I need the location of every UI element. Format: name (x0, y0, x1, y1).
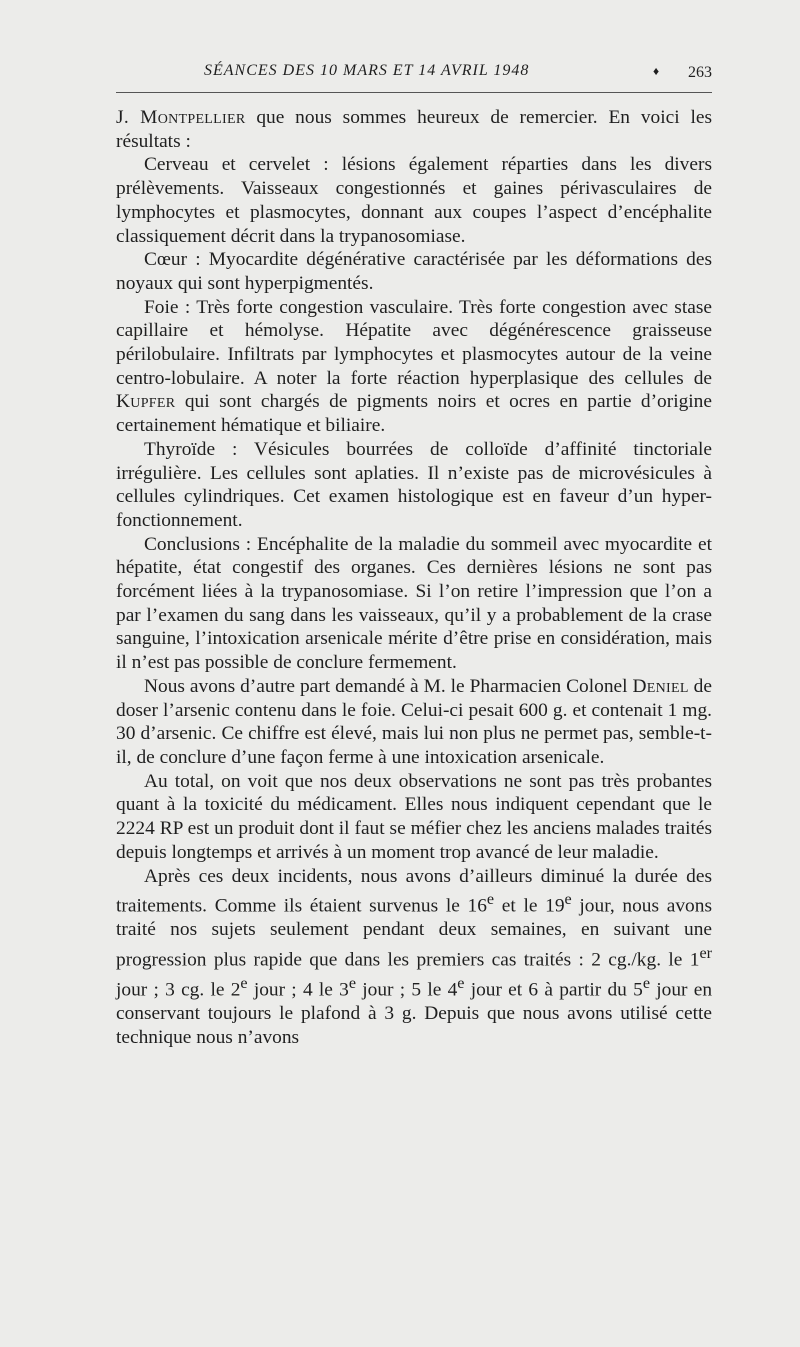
running-title: SÉANCES DES 10 MARS ET 14 AVRIL 1948 (204, 62, 530, 79)
author-name: Kupfer (116, 391, 176, 413)
paragraph-cerveau: Cerveau et cervelet : lésions également réparties dans les divers prélèvements. Vaisseaux congestionnés et gaines périvasculaires de lymphocytes et plasmocytes, donnant aux coupes l’aspect d’encéphalite classiquement décrit dans la trypanosomiase. (116, 154, 712, 247)
diamond-icon: ♦ (653, 64, 660, 78)
paragraph-thyroide: Thyroïde : Vésicules bourrées de colloïde d’affinité tinctoriale irrégulière. Les cellules sont aplaties. Il n’existe pas de microvésicules à cellules cylindriques. Cet examen histologique est en faveur d’un hyper-fonctionnement. (116, 438, 712, 531)
author-name: Deniel (632, 675, 689, 697)
header-rule (116, 92, 712, 93)
paragraph-total: Au total, on voit que nos deux observations ne sont pas très probantes quant à la toxicité du médicament. Elles nous indiquent cependant que le 2224 RP est un produit dont il faut se méfier chez les anciens malades traités depuis longtemps et arrivés à un moment trop avancé de leur maladie. (116, 770, 712, 863)
paragraph-continuation: J. Montpellier que nous sommes heureux de remercier. En voici les résultats : (116, 107, 713, 152)
page-number: 263 (688, 64, 712, 81)
page-header (116, 58, 712, 92)
author-name: J. Montpellier (116, 107, 246, 128)
paragraph-conclusions: Conclusions : Encéphalite de la maladie du sommeil avec myocardite et hépatite, état congestif des organes. Ces dernières lésions ne sont pas forcément liées à la trypanosomiase. Si l’on retire l’impression que l’on a par l’examen du sang dans les vaisseaux, qu’il y a probablement de la crase sanguine, l’intoxication arsenicale mérite d’être prise en considération, mais il n’est pas possible de conclure fermement. (116, 533, 712, 674)
paragraph-arsenic: Nous avons d’autre part demandé à M. le Pharmacien Colonel Deniel de doser l’arsenic contenu dans le foie. Celui-ci pesait 600 g. et contenait 1 mg. 30 d’arsenic. Ce chiffre est élevé, mais lui non plus ne permet pas, semble-t-il, de conclure d’une façon ferme à une intoxication arsenicale. (116, 675, 712, 768)
paragraph-foie: Foie : Très forte congestion vasculaire. Très forte congestion avec stase capillaire et hémolyse. Hépatite avec dégénérescence graisseuse périlobulaire. Infiltrats par lymphocytes et plasmocytes autour de la veine centro-lobulaire. A noter la forte réaction hyperplasique des cellules de Kupfer qui sont chargés de pigments noirs et ocres en partie d’origine certainement hématique et biliaire. (116, 296, 712, 437)
body-text (116, 106, 712, 1050)
paragraph-traitement: Après ces deux incidents, nous avons d’ailleurs diminué la durée des traitements. Comme ils étaient survenus le 16e et le 19e jour, nous avons traité nos sujets seulement pendant deux semaines, en suivant une progression plus rapide que dans les premiers cas traités : 2 cg./kg. le 1er jour ; 3 cg. le 2e jour ; 4 le 3e jour ; 5 le 4e jour et 6 à partir du 5e jour en conservant toujours le plafond à 3 g. Depuis que nous avons utilisé cette technique nous n’avons (116, 865, 713, 1049)
paragraph-coeur: Cœur : Myocardite dégénérative caractérisée par les déformations des noyaux qui sont hyperpigmentés. (116, 249, 712, 294)
